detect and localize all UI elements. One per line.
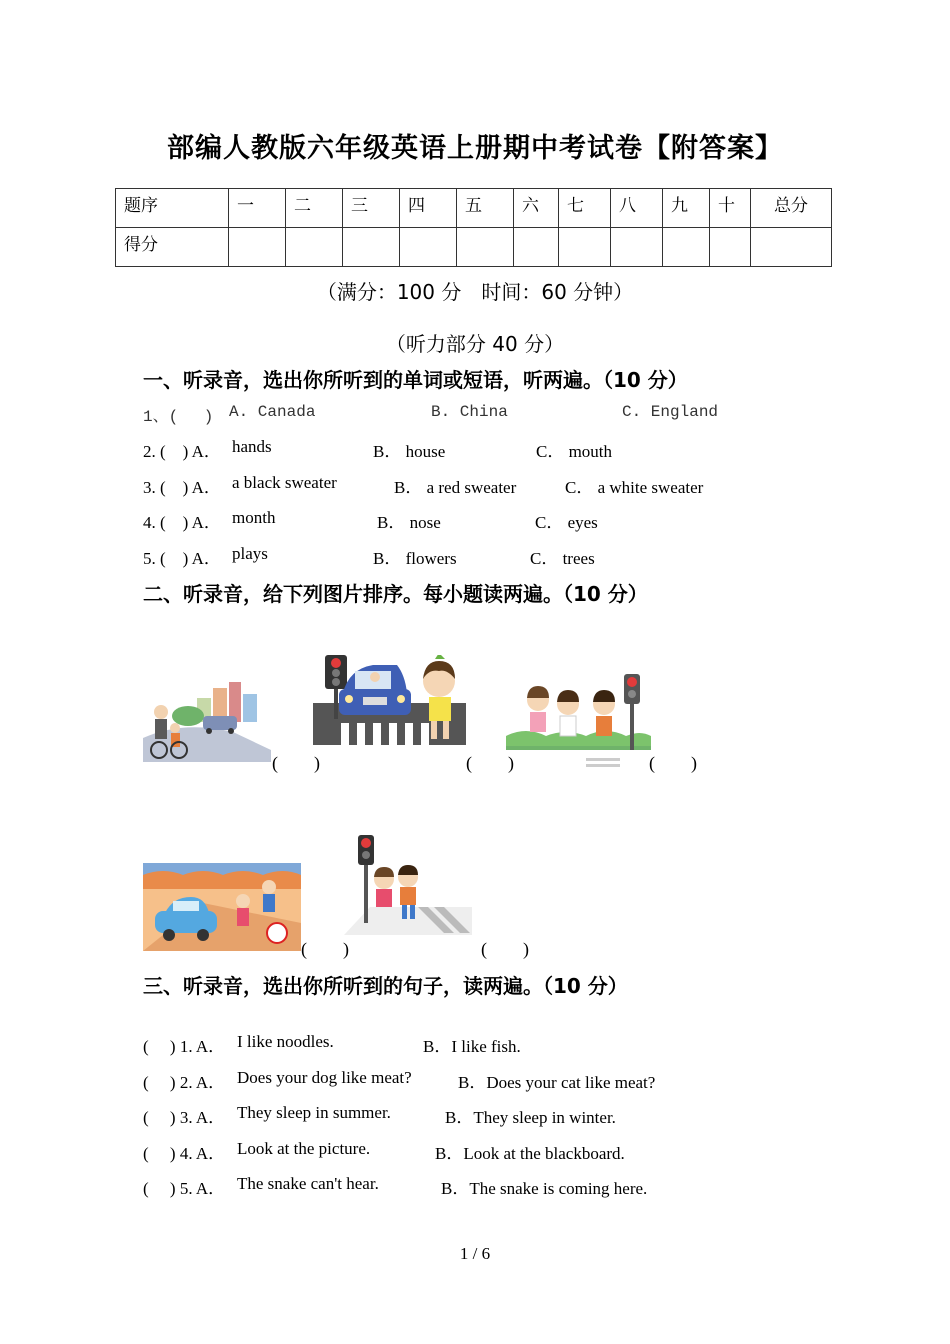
picture3-answer-blank[interactable]: ( ) (649, 753, 697, 773)
s3-q3-option-b: B．They sleep in winter. (445, 1108, 616, 1127)
picture4-answer-blank[interactable]: ( ) (301, 939, 349, 959)
section3-heading: 三、听录音，选出你所听到的句子，读两遍。（10 分） (143, 974, 628, 998)
q1-option-c: C. England (622, 403, 719, 421)
children-traffic-light-picture (506, 672, 651, 768)
score-cell[interactable] (611, 228, 663, 267)
q1-number: 1、( ) (143, 408, 214, 426)
header-cell: 五 (457, 189, 514, 228)
street-scene-picture (143, 680, 271, 762)
header-cell: 七 (559, 189, 611, 228)
q2-option-c: C． mouth (536, 442, 613, 461)
q5-option-b: B． flowers (373, 549, 457, 568)
s3-q4-option-b: B．Look at the blackboard. (435, 1144, 625, 1163)
score-cell[interactable] (400, 228, 457, 267)
page-number: 1 / 6 (459, 1244, 491, 1263)
score-table (115, 188, 832, 267)
score-cell[interactable] (559, 228, 611, 267)
q1-option-a: A. Canada (229, 403, 316, 421)
q1-option-b: B. China (431, 403, 508, 421)
q2-option-a: hands (232, 437, 272, 456)
header-cell: 总分 (751, 189, 832, 228)
q4-option-c: C． eyes (535, 513, 598, 532)
section1-heading: 一、听录音，选出你所听到的单词或短语，听两遍。（10 分） (143, 368, 688, 392)
s3-q2-number: ( ) 2. A． (143, 1073, 226, 1092)
picture2-answer-blank[interactable]: ( ) (466, 753, 514, 773)
header-cell: 八 (611, 189, 663, 228)
crosswalk-car-picture (313, 655, 466, 745)
header-cell: 十 (710, 189, 751, 228)
s3-q3-option-a: They sleep in summer. (237, 1103, 391, 1122)
s3-q1-option-b: B．I like fish. (423, 1037, 521, 1056)
s3-q3-number: ( ) 3. A． (143, 1108, 226, 1127)
crossing-children-picture (344, 833, 472, 935)
s3-q5-number: ( ) 5. A． (143, 1179, 226, 1198)
score-table-header-row (116, 189, 832, 228)
s3-q2-option-a: Does your dog like meat? (237, 1068, 412, 1087)
score-cell[interactable] (751, 228, 832, 267)
car-children-picture (143, 863, 301, 951)
s3-q1-option-a: I like noodles. (237, 1032, 334, 1051)
header-cell: 九 (663, 189, 710, 228)
listening-header: （听力部分 40 分） (385, 332, 565, 356)
q3-option-c: C． a white sweater (565, 478, 704, 497)
score-cell[interactable] (229, 228, 286, 267)
s3-q4-option-a: Look at the picture. (237, 1139, 371, 1158)
q4-option-a: month (232, 508, 276, 527)
s3-q1-number: ( ) 1. A． (143, 1037, 226, 1056)
header-cell: 三 (343, 189, 400, 228)
section2-heading: 二、听录音，给下列图片排序。每小题读两遍。（10 分） (143, 582, 648, 606)
s3-q5-option-a: The snake can't hear. (237, 1174, 379, 1193)
score-label-cell: 得分 (116, 228, 229, 267)
q4-number: 4. ( ) A． (143, 513, 221, 532)
header-cell: 题序 (116, 189, 229, 228)
header-cell: 四 (400, 189, 457, 228)
q3-option-b: B． a red sweater (394, 478, 517, 497)
page-title: 部编人教版六年级英语上册期中考试卷【附答案】 (167, 133, 783, 164)
s3-q5-option-b: B．The snake is coming here. (441, 1179, 648, 1198)
picture1-answer-blank[interactable]: ( ) (272, 753, 320, 773)
q3-option-a: a black sweater (232, 473, 337, 492)
q4-option-b: B． nose (377, 513, 441, 532)
score-table-score-row (116, 228, 832, 267)
score-cell[interactable] (514, 228, 559, 267)
s3-q2-option-b: B．Does your cat like meat? (458, 1073, 656, 1092)
score-cell[interactable] (663, 228, 710, 267)
score-cell[interactable] (286, 228, 343, 267)
header-cell: 六 (514, 189, 559, 228)
score-cell[interactable] (457, 228, 514, 267)
score-cell[interactable] (710, 228, 751, 267)
q5-option-c: C． trees (530, 549, 595, 568)
picture5-answer-blank[interactable]: ( ) (481, 939, 529, 959)
s3-q4-number: ( ) 4. A． (143, 1144, 226, 1163)
header-cell: 一 (229, 189, 286, 228)
score-cell[interactable] (343, 228, 400, 267)
header-cell: 二 (286, 189, 343, 228)
q2-option-b: B． house (373, 442, 446, 461)
q3-number: 3. ( ) A． (143, 478, 221, 497)
q2-number: 2. ( ) A． (143, 442, 221, 461)
q5-option-a: plays (232, 544, 268, 563)
exam-meta: （满分：100 分 时间：60 分钟） (316, 280, 634, 304)
q5-number: 5. ( ) A． (143, 549, 221, 568)
